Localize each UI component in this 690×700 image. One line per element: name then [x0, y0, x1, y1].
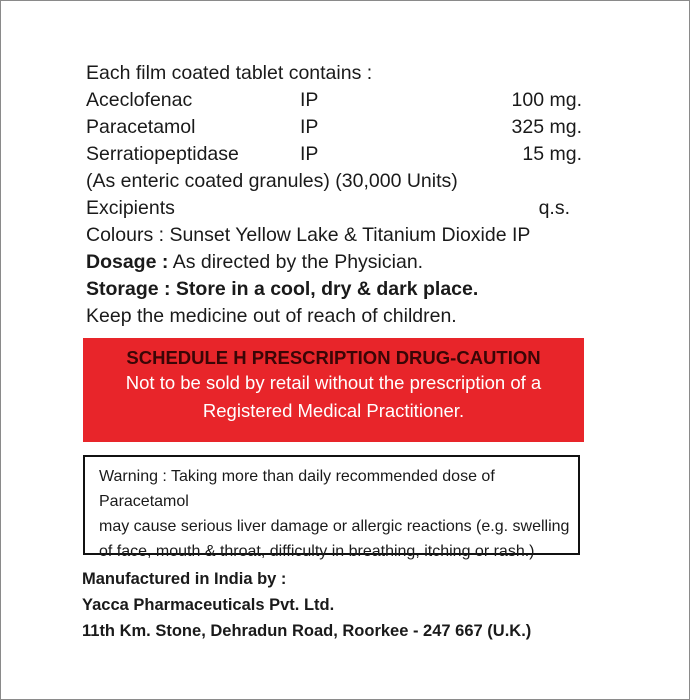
ingredient-row: [86, 114, 606, 141]
ingredient-row: [86, 141, 606, 168]
warning-line-3: of face, mouth & throat, difficulty in breathing, itching or rash.): [99, 543, 535, 560]
granules-note: (As enteric coated granules) (30,000 Units): [86, 170, 458, 192]
manufacturer-section: [82, 566, 531, 644]
excipients-row: [86, 195, 606, 222]
dosage-line: [86, 249, 606, 276]
ingredient-qty: 15 mg.: [522, 143, 582, 165]
dosage-text: As directed by the Physician.: [172, 251, 424, 273]
excipients-qty: q.s.: [538, 197, 570, 219]
ingredient-standard: IP: [300, 89, 319, 111]
warning-line-2: may cause serious liver damage or allergic reactions (e.g. swelling: [99, 518, 570, 535]
composition-intro: Each film coated tablet contains :: [86, 62, 373, 84]
manufacturer-address: 11th Km. Stone, Dehradun Road, Roorkee - 247 667 (U.K.): [82, 622, 532, 640]
dosage-label: Dosage :: [86, 251, 169, 273]
ingredient-qty: 100 mg.: [511, 89, 582, 111]
caution-text-line-1: Not to be sold by retail without the prescription of a: [125, 372, 542, 393]
keep-away-line: Keep the medicine out of reach of children.: [86, 305, 457, 327]
caution-header: SCHEDULE H PRESCRIPTION DRUG-CAUTION: [126, 347, 541, 368]
storage-line: Storage : Store in a cool, dry & dark place.: [86, 278, 479, 300]
caution-text-line-2: Registered Medical Practitioner.: [202, 400, 465, 421]
colours-line: Colours : Sunset Yellow Lake & Titanium Dioxide IP: [86, 224, 531, 246]
manufacturer-name: Yacca Pharmaceuticals Pvt. Ltd.: [82, 596, 335, 614]
schedule-h-caution-box: [83, 338, 584, 442]
manufacturer-line-1: Manufactured in India by :: [82, 570, 287, 588]
ingredient-standard: IP: [300, 143, 319, 165]
ingredient-standard: IP: [300, 116, 319, 138]
ingredient-row: [86, 87, 606, 114]
excipients-name: Excipients: [86, 197, 175, 219]
composition-section: [86, 60, 606, 330]
ingredient-name: Aceclofenac: [86, 89, 193, 111]
warning-line-1: Warning : Taking more than daily recommended dose of Paracetamol: [99, 468, 495, 510]
ingredient-qty: 325 mg.: [511, 116, 582, 138]
ingredient-name: Paracetamol: [86, 116, 196, 138]
warning-box: [83, 455, 580, 560]
ingredient-name: Serratiopeptidase: [86, 143, 239, 165]
